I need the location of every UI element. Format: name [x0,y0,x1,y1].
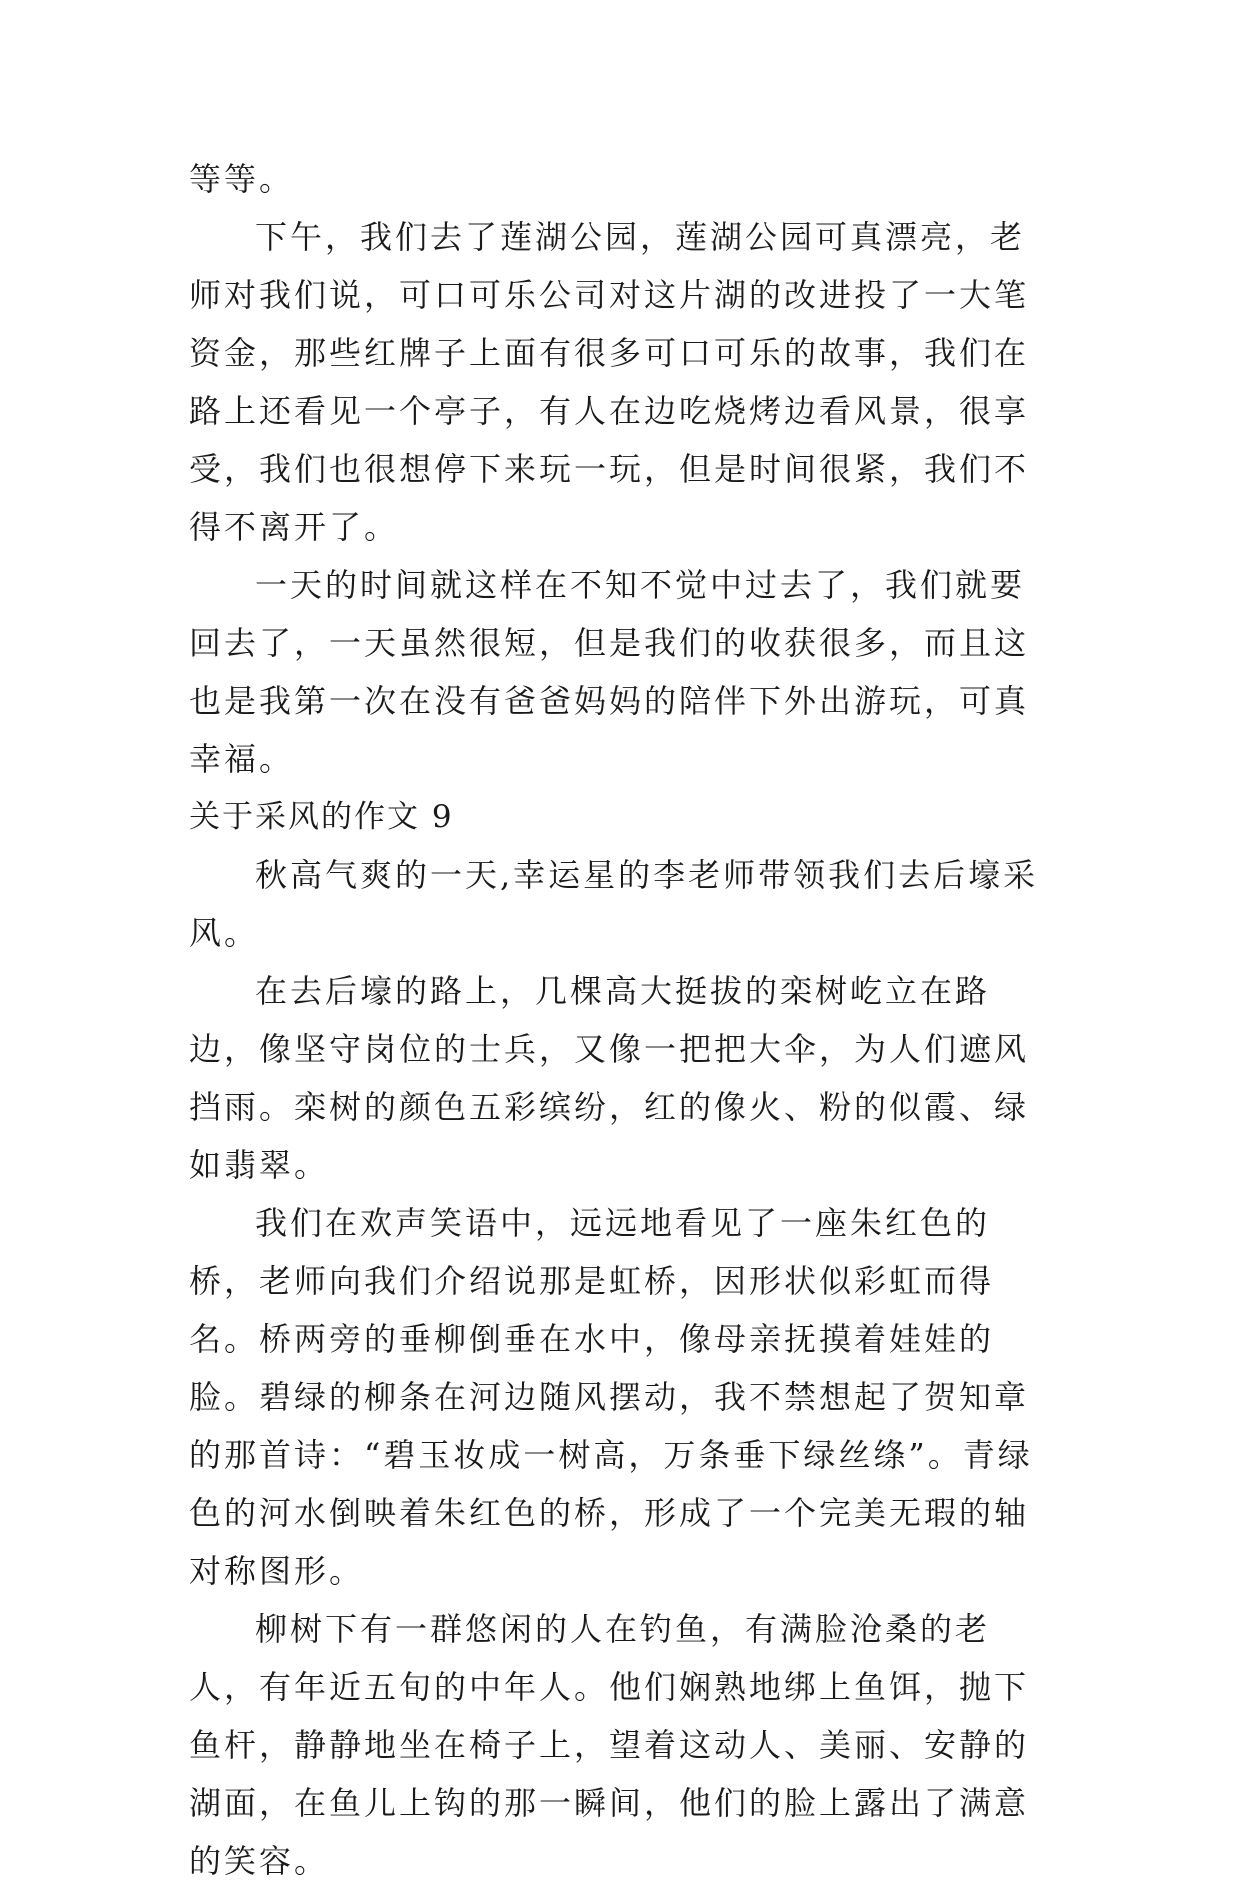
paragraph: 秋高气爽的一天,幸运星的李老师带领我们去后壕采风。 [189,856,1039,952]
paragraph: 柳树下有一群悠闲的人在钓鱼，有满脸沧桑的老人，有年近五旬的中年人。他们娴熟地绑上鱼饵，抛下鱼杆，静静地坐在椅子上，望着这动人、美丽、安静的湖面，在鱼儿上钩的那一瞬间，他们的脸上露出了满意的笑容。 [189,1610,1030,1880]
paragraph: 一天的时间就这样在不知不觉中过去了，我们就要回去了，一天虽然很短，但是我们的收获很多，而且这也是我第一次在没有爸爸妈妈的陪伴下外出游玩，可真幸福。 [189,566,1030,778]
document-body [189,150,1059,1890]
paragraph: 等等。 [189,160,295,198]
paragraph: 下午，我们去了莲湖公园，莲湖公园可真漂亮，老师对我们说，可口可乐公司对这片湖的改进投了一大笔资金，那些红牌子上面有很多可口可乐的故事，我们在路上还看见一个亭子，有人在边吃烧烤边看风景，很享受，我们也很想停下来玩一玩，但是时间很紧，我们不得不离开了。 [189,218,1030,546]
section-title: 关于采风的作文 9 [189,799,454,835]
paragraph: 在去后壕的路上，几棵高大挺拔的栾树屹立在路边，像坚守岗位的士兵，又像一把把大伞，为人们遮风挡雨。栾树的颜色五彩缤纷，红的像火、粉的似霞、绿如翡翠。 [189,972,1030,1184]
paragraph: 我们在欢声笑语中，远远地看见了一座朱红色的桥，老师向我们介绍说那是虹桥，因形状似彩虹而得名。桥两旁的垂柳倒垂在水中，像母亲抚摸着娃娃的脸。碧绿的柳条在河边随风摆动，我不禁想起了贺知章的那首诗：“碧玉妆成一树高，万条垂下绿丝绦”。青绿色的河水倒映着朱红色的桥，形成了一个完美无瑕的轴对称图形。 [189,1204,1033,1590]
